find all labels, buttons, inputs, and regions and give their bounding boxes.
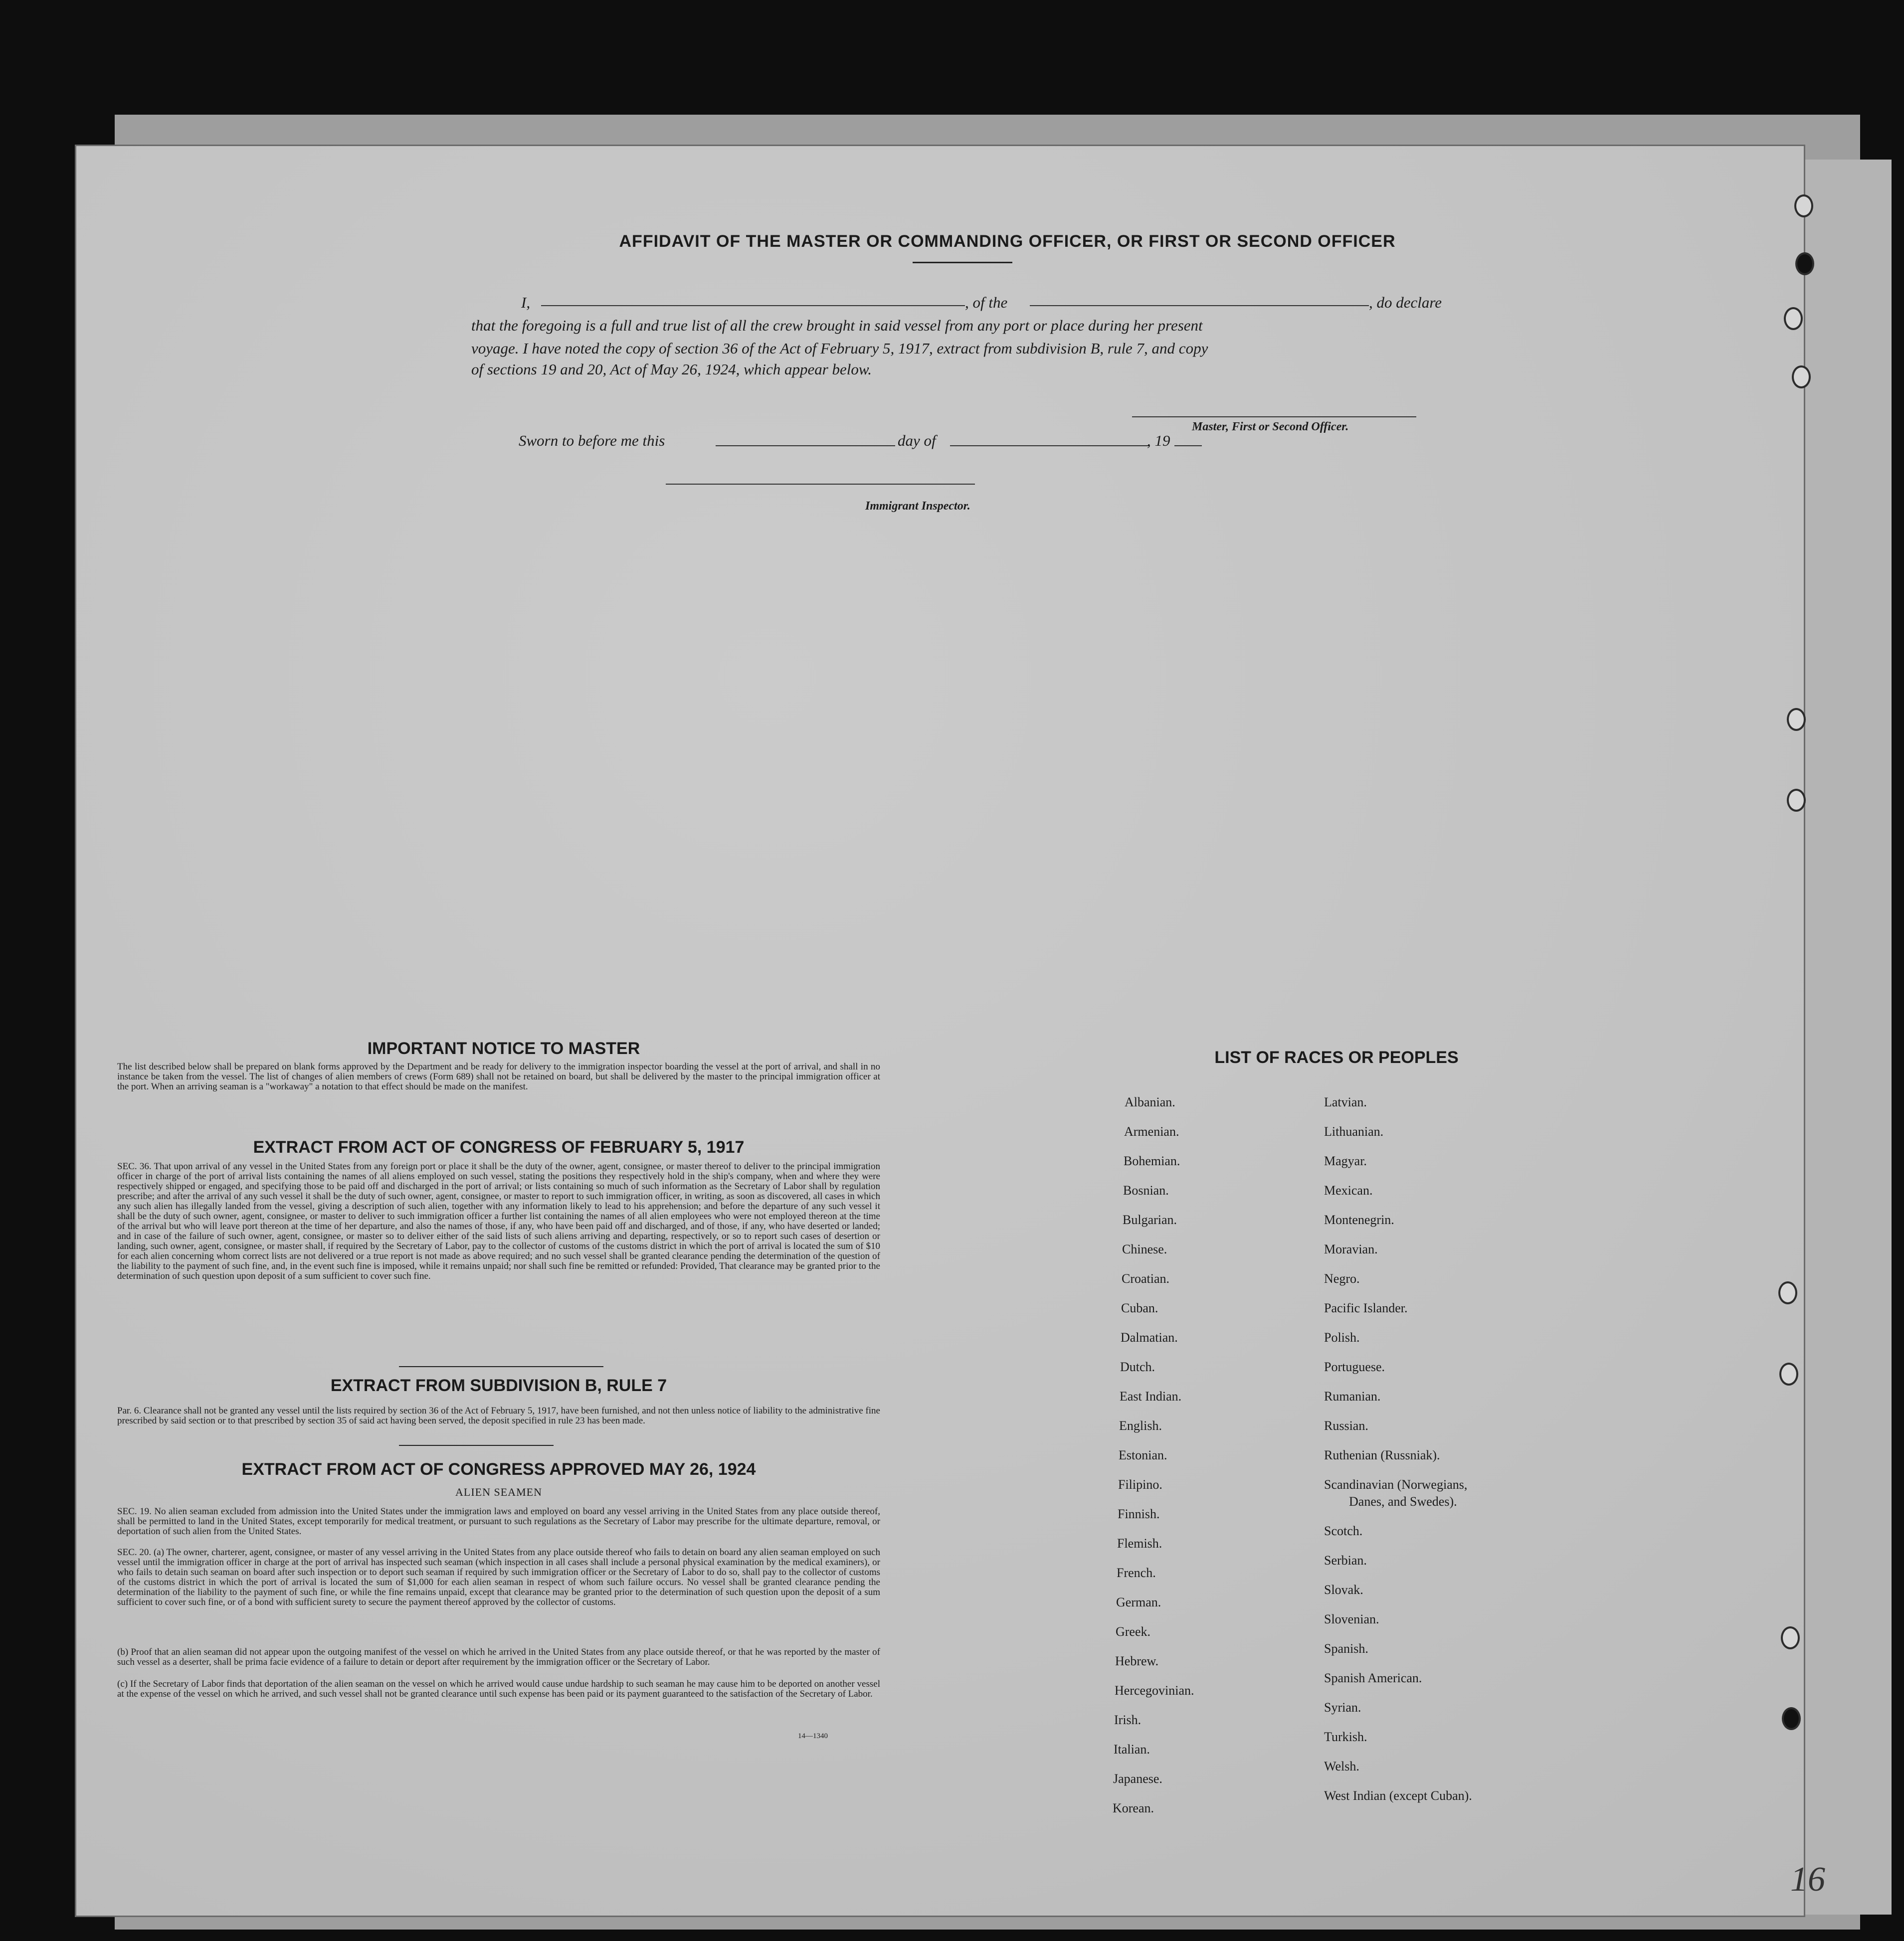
sworn-label: Sworn to before me this <box>519 432 665 449</box>
year-label: , 19 <box>1147 432 1170 449</box>
race-item: German. <box>1116 1595 1161 1609</box>
underlying-sheet-edge <box>1790 160 1892 1915</box>
notice-title: IMPORTANT NOTICE TO MASTER <box>367 1039 640 1058</box>
races-title: LIST OF RACES OR PEOPLES <box>1214 1048 1459 1067</box>
race-item: Scotch. <box>1324 1524 1363 1538</box>
master-signature-label: Master, First or Second Officer. <box>1192 420 1349 433</box>
race-item: Moravian. <box>1324 1242 1378 1256</box>
extract-1924-sec19: SEC. 19. No alien seaman excluded from admission into the United States under the immigration laws and employed on board any vessel arriving in the United States from any place outside thereof, shall be permitted to land in the United States, except temporarily for medical treatment, or pursuant to such regulations as the Secretary of Labor may prescribe for the ultimate departure, removal, or deportation of such alien from the United States. <box>117 1506 880 1537</box>
binder-hole <box>1795 252 1814 275</box>
binder-hole <box>1787 708 1806 731</box>
race-item: Syrian. <box>1324 1700 1361 1715</box>
page-number: 16 <box>1790 1860 1825 1899</box>
race-item: Turkish. <box>1324 1730 1367 1744</box>
binder-hole <box>1794 194 1813 217</box>
race-item: Bulgarian. <box>1123 1213 1177 1227</box>
binder-hole <box>1787 789 1806 812</box>
race-item: Negro. <box>1324 1271 1360 1286</box>
race-item: Flemish. <box>1117 1536 1162 1551</box>
extract-1917-title: EXTRACT FROM ACT OF CONGRESS OF FEBRUARY 5, 1917 <box>253 1138 745 1157</box>
race-item: English. <box>1119 1418 1162 1433</box>
form-number: 14—1340 <box>798 1732 828 1740</box>
race-item: Montenegrin. <box>1324 1213 1394 1227</box>
race-item: Hebrew. <box>1115 1654 1159 1668</box>
race-item: Mexican. <box>1324 1183 1373 1198</box>
binder-hole <box>1782 1707 1801 1730</box>
race-item: Korean. <box>1113 1801 1154 1815</box>
subdivision-b-text: Par. 6. Clearance shall not be granted any vessel until the lists required by section 36 of the Act of February 5, 1917, have been furnished, and not then unless notice of liability to the administrative fine prescribed by said section or to that prescribed by section 35 of said act having been served, the deposit specified in rule 23 has been made. <box>117 1406 880 1426</box>
vessel-blank[interactable] <box>1030 305 1369 306</box>
race-item: Filipino. <box>1118 1477 1162 1492</box>
race-item: Dutch. <box>1120 1360 1155 1374</box>
binder-hole <box>1792 365 1811 388</box>
binder-hole <box>1781 1626 1800 1649</box>
name-blank[interactable] <box>541 305 965 306</box>
race-item: Ruthenian (Russniak). <box>1324 1448 1440 1462</box>
race-item: Slovak. <box>1324 1583 1363 1597</box>
race-item: Croatian. <box>1122 1271 1170 1286</box>
race-item: Rumanian. <box>1324 1389 1381 1404</box>
race-item: Lithuanian. <box>1324 1124 1384 1139</box>
race-item: Greek. <box>1116 1624 1151 1639</box>
extract-1924-sec20b: (b) Proof that an alien seaman did not appear upon the outgoing manifest of the vessel on which he arrived in the United States from any place outside thereof, or that he was reported by the master of such vessel as a deserter, shall be prima facie evidence of a failure to detain or deport after requirement by the immigration officer or the Secretary of Labor. <box>117 1647 880 1667</box>
race-item: Albanian. <box>1125 1095 1175 1109</box>
inspector-label: Immigrant Inspector. <box>865 500 970 513</box>
binder-hole <box>1779 1363 1798 1386</box>
race-item: Bohemian. <box>1124 1154 1180 1168</box>
race-item: Bosnian. <box>1123 1183 1169 1198</box>
affidavit-title: AFFIDAVIT OF THE MASTER OR COMMANDING OFFICER, OR FIRST OR SECOND OFFICER <box>619 232 1396 251</box>
affidavit-line-3: voyage. I have noted the copy of section 36 of the Act of February 5, 1917, extract from subdivision B, rule 7, and copy <box>471 340 1208 357</box>
race-item: Japanese. <box>1113 1771 1162 1786</box>
race-item: Spanish. <box>1324 1641 1368 1656</box>
race-item: Welsh. <box>1324 1759 1359 1773</box>
race-item: Finnish. <box>1118 1507 1160 1521</box>
race-item: Portuguese. <box>1324 1360 1385 1374</box>
race-item: Irish. <box>1114 1713 1142 1727</box>
race-item: Scandinavian (Norwegians, <box>1324 1477 1468 1492</box>
race-item: Hercegovinian. <box>1115 1683 1194 1698</box>
race-item: Slovenian. <box>1324 1612 1379 1626</box>
race-item: Armenian. <box>1124 1124 1179 1139</box>
extract-1917-text: SEC. 36. That upon arrival of any vessel in the United States from any foreign port or place it shall be the duty of the owner, agent, consignee, or master thereof to deliver to the principal immigration officer in charge of the port of arrival lists containing the names of all aliens employed on such vessel, stating the positions they respectively hold in the ship's company, when and where they were respectively shipped or engaged, and specifying those to be paid off and discharged in the port of arrival; or lists containing so much of such information as the Secretary of Labor shall by regulation prescribe; and after the arrival of any such vessel it shall be the duty of such owner, agent, consignee, or master to report to such immigration officer, in writing, as soon as discovered, all cases in which any such alien has illegally landed from the vessel, giving a description of such alien, together with any information likely to lead to his apprehension; and before the departure of any such vessel it shall be the duty of such owner, agent, consignee, or master to deliver to such immigration officer a further list containing the names of all alien employees who were not employed thereon at the time of the arrival but who will leave port thereon at the time of her departure, and also the names of those, if any, who have been paid off and discharged, and of those, if any, who have deserted or landed; and in case of the failure of such owner, agent, consignee, or master so to deliver either of the said lists of such aliens arriving and departing, respectively, or so to report such cases of desertion or landing, such owner, agent, consignee, or master shall, if required by the Secretary of Labor, pay to the collector of customs of the customs district in which the port of arrival is located the sum of $10 for each alien concerning whom correct lists are not delivered or a true report is not made as above required; and no such vessel shall be granted clearance pending the determination of the question of the liability to the payment of such fine, and, in the event such fine is imposed, while it remains unpaid; nor shall such fine be remitted or refunded: Provided, That clearance may be granted prior to the determination of such question upon deposit of a sum sufficient to cover such fine. <box>117 1161 880 1281</box>
affidavit-line-2: that the foregoing is a full and true list of all the crew brought in said vessel from any port or place during her present <box>471 317 1203 334</box>
extract-rule-2 <box>399 1445 554 1446</box>
race-item: Italian. <box>1114 1742 1150 1757</box>
title-rule <box>913 262 1012 263</box>
binder-hole <box>1778 1281 1797 1304</box>
binder-hole <box>1784 307 1803 330</box>
extract-1924-sec20a: SEC. 20. (a) The owner, charterer, agent, consignee, or master of any vessel arriving in the United States from any place outside thereof who fails to detain on board any alien seaman employed on such vessel until the immigration officer in charge at the port of arrival has inspected such seaman (which inspection in all cases shall include a personal physical examination by the medical examiners), or who fails to detain such seaman on board after such inspection or to deport such seaman if required by such immigration officer or the Secretary of Labor to do so, shall pay to the collector of customs of the customs district in which the port of arrival is located the sum of $1,000 for each alien seaman in respect of whom such failure occurs. No vessel shall be granted clearance pending the determination of the liability to the payment of such fine, or while the fine remains unpaid, except that clearance may be granted prior to the determination of such question upon the deposit of a sum sufficient to cover such fine, or of a bond with sufficient surety to secure the payment thereof approved by the collector of customs. <box>117 1547 880 1607</box>
sworn-day-blank[interactable] <box>716 445 895 446</box>
race-item: Pacific Islander. <box>1324 1301 1408 1315</box>
affidavit-declare-label: , do declare <box>1369 294 1442 311</box>
race-item: Polish. <box>1324 1330 1360 1345</box>
race-item: Latvian. <box>1324 1095 1367 1109</box>
race-item: West Indian (except Cuban). <box>1324 1788 1472 1803</box>
extract-1924-sec20c: (c) If the Secretary of Labor finds that deportation of the alien seaman on the vessel on which he arrived would cause undue hardship to such seaman he may cause him to be deported on another vessel at the expense of the vessel on which he arrived, and such vessel shall not be granted clearance until such expense has been paid or its payment guaranteed to the satisfaction of the Secretary of Labor. <box>117 1679 880 1699</box>
affidavit-line-4: of sections 19 and 20, Act of May 26, 1924, which appear below. <box>471 360 872 378</box>
race-item: Chinese. <box>1122 1242 1167 1256</box>
race-item: East Indian. <box>1120 1389 1182 1404</box>
race-item: Spanish American. <box>1324 1671 1422 1685</box>
race-item: Estonian. <box>1119 1448 1167 1462</box>
sworn-month-blank[interactable] <box>950 445 1149 446</box>
race-item: Russian. <box>1324 1418 1368 1433</box>
extract-1924-title: EXTRACT FROM ACT OF CONGRESS APPROVED MAY 26, 1924 <box>241 1460 756 1479</box>
extract-rule-1 <box>399 1366 603 1367</box>
notice-text: The list described below shall be prepared on blank forms approved by the Department and be ready for delivery to the immigration inspector boarding the vessel at the port of arrival, and shall in no instance be taken from the vessel. The list of changes of alien members of crews (Form 689) shall not be retained on board, but shall be delivered by the master to the principal immigration officer at the port. When an arriving seaman is a "workaway" a notation to that effect should be made on the manifest. <box>117 1061 880 1092</box>
day-of-label: day of <box>898 432 936 449</box>
race-item: Serbian. <box>1324 1553 1367 1568</box>
race-item: Dalmatian. <box>1121 1330 1178 1345</box>
subdivision-b-title: EXTRACT FROM SUBDIVISION B, RULE 7 <box>330 1376 667 1395</box>
inspector-signature-blank[interactable] <box>666 484 975 485</box>
race-item: Danes, and Swedes). <box>1349 1494 1457 1509</box>
alien-seamen-subtitle: ALIEN SEAMEN <box>455 1486 542 1498</box>
race-item: Cuban. <box>1121 1301 1158 1315</box>
race-item: Magyar. <box>1324 1154 1367 1168</box>
master-signature-blank[interactable] <box>1132 416 1416 417</box>
race-item: French. <box>1117 1566 1156 1580</box>
affidavit-i-label: I, <box>521 294 531 311</box>
affidavit-of-the-label: , of the <box>965 294 1008 311</box>
sworn-year-blank[interactable] <box>1174 445 1202 446</box>
